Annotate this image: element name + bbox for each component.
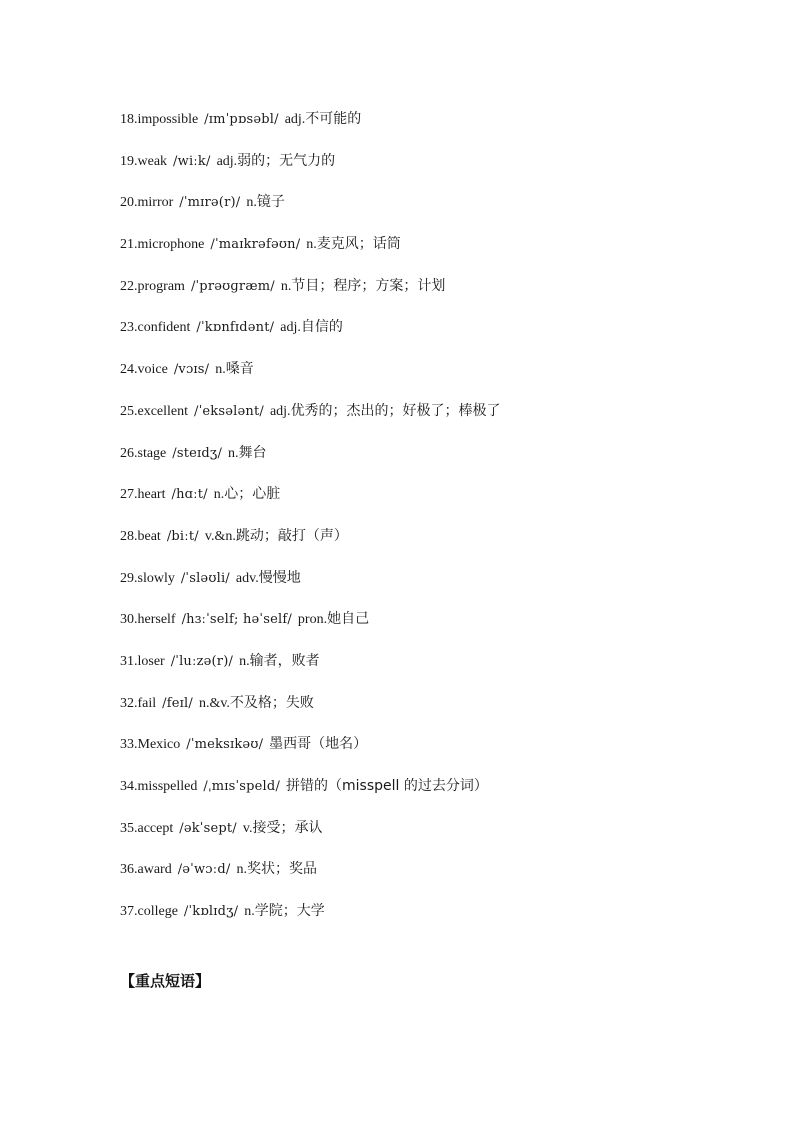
- entry-meaning: 她自己: [327, 611, 370, 628]
- entry-meaning: 麦克风；话筒: [316, 236, 401, 253]
- entry-number: 34.: [120, 779, 138, 794]
- entry-number: 18.: [120, 112, 138, 127]
- entry-word: excellent: [137, 403, 189, 419]
- entry-phonetic: /ˈeksələnt/: [194, 403, 264, 419]
- entry-meaning: 慢慢地: [258, 569, 301, 586]
- entry-phonetic: /feɪl/: [162, 695, 193, 711]
- entry-phonetic: /ˈmaɪkrəfəʊn/: [210, 237, 301, 253]
- entry-word: heart: [137, 487, 166, 503]
- vocab-entry: [120, 649, 760, 691]
- entry-word: herself: [137, 612, 176, 628]
- entry-part-of-speech: n.&v.: [198, 695, 230, 711]
- entry-meaning: 节目；程序；方案；计划: [291, 277, 446, 294]
- entry-number: 37.: [120, 904, 138, 920]
- entry-phonetic: /steɪdʒ/: [172, 445, 223, 461]
- entry-phonetic: /hɑːt/: [171, 487, 208, 503]
- entry-phonetic: /ˈmɪrə(r)/: [179, 195, 241, 211]
- entry-meaning: 自信的: [300, 319, 343, 336]
- entry-meaning: 奖状；奖品: [246, 861, 317, 878]
- entry-phonetic: /ˈluːzə(r)/: [170, 653, 234, 669]
- entry-phonetic: /ˈkɒnfɪdənt/: [196, 320, 275, 336]
- entry-meaning: 弱的；无气力的: [237, 152, 336, 169]
- entry-word: stage: [137, 445, 167, 461]
- entry-meaning: 嗓音: [225, 361, 254, 378]
- entry-part-of-speech: n.: [244, 904, 255, 920]
- entry-word: impossible: [137, 112, 199, 127]
- entry-phonetic: /hɜːˈself; həˈself/: [181, 612, 292, 628]
- vocab-entry: [120, 691, 760, 733]
- entry-phonetic: /ˈmeksɪkəʊ/: [186, 737, 264, 753]
- entry-meaning: 优秀的；杰出的；好极了；棒极了: [290, 402, 501, 419]
- entry-meaning: 心；心脏: [224, 486, 281, 503]
- vocab-entry: [120, 357, 760, 399]
- entry-part-of-speech: adv.: [235, 570, 259, 586]
- entry-number: 36.: [120, 862, 138, 878]
- entry-word: weak: [137, 153, 168, 169]
- entry-number: 23.: [120, 320, 138, 336]
- entry-number: 24.: [120, 362, 138, 378]
- entry-part-of-speech: pron.: [297, 612, 328, 628]
- vocab-entry: [120, 441, 760, 483]
- entry-part-of-speech: n.: [215, 362, 226, 378]
- entry-phonetic: /vɔɪs/: [173, 362, 210, 378]
- entry-word: voice: [137, 362, 168, 378]
- entry-part-of-speech: n.: [213, 487, 225, 503]
- entry-phonetic: /əˈwɔːd/: [177, 862, 231, 878]
- entry-word: beat: [137, 528, 161, 544]
- entry-word: slowly: [137, 570, 175, 586]
- entry-part-of-speech: adj.: [216, 153, 238, 169]
- vocab-entry: [120, 816, 760, 858]
- entry-word: accept: [137, 820, 174, 836]
- entry-word: program: [137, 278, 185, 294]
- entry-word: fail: [137, 695, 157, 711]
- vocab-entry: [120, 149, 760, 191]
- entry-part-of-speech: adj.: [284, 112, 306, 127]
- entry-part-of-speech: v.: [242, 820, 253, 836]
- entry-word: award: [137, 862, 172, 878]
- entry-number: 35.: [120, 820, 138, 836]
- entry-meaning: 墨西哥（地名）: [269, 736, 368, 753]
- entry-part-of-speech: n.: [280, 278, 292, 294]
- entry-meaning: 不可能的: [305, 111, 362, 127]
- vocabulary-list: [120, 107, 760, 941]
- entry-part-of-speech: n.: [306, 237, 317, 253]
- vocab-entry: [120, 899, 760, 941]
- entry-number: 33.: [120, 737, 138, 753]
- entry-meaning: 接受；承认: [252, 819, 323, 836]
- vocab-entry: [120, 732, 760, 774]
- entry-number: 26.: [120, 445, 138, 461]
- entry-phonetic: /ˈkɒlɪdʒ/: [183, 904, 239, 920]
- entry-part-of-speech: n.: [246, 195, 257, 211]
- entry-meaning: 跳动；敲打（声）: [235, 527, 348, 544]
- entry-phonetic: /ˌmɪsˈspeld/: [203, 779, 281, 794]
- vocab-entry: [120, 232, 760, 274]
- entry-number: 32.: [120, 695, 138, 711]
- entry-phonetic: /wiːk/: [173, 153, 211, 169]
- entry-number: 29.: [120, 570, 138, 586]
- entry-number: 30.: [120, 612, 138, 628]
- entry-phonetic: /ɪmˈpɒsəbl/: [204, 112, 279, 127]
- entry-number: 20.: [120, 195, 138, 211]
- vocab-entry: [120, 607, 760, 649]
- entry-meaning: 镜子: [256, 194, 285, 211]
- vocab-entry: [120, 315, 760, 357]
- entry-part-of-speech: n.: [236, 862, 247, 878]
- entry-phonetic: /ˈprəʊɡræm/: [190, 278, 275, 294]
- entry-phonetic: /biːt/: [166, 528, 199, 544]
- entry-phonetic: /ˈsləʊli/: [180, 570, 230, 586]
- entry-meaning: 舞台: [238, 444, 267, 461]
- vocab-entry: [120, 274, 760, 316]
- entry-part-of-speech: v.&n.: [204, 528, 236, 544]
- entry-number: 19.: [120, 153, 138, 169]
- entry-word: confident: [137, 320, 191, 336]
- entry-part-of-speech: n.: [239, 653, 250, 669]
- vocab-entry: [120, 399, 760, 441]
- vocab-entry: [120, 774, 760, 816]
- entry-word: mirror: [137, 195, 174, 211]
- entry-word: Mexico: [137, 737, 181, 753]
- vocab-entry: [120, 857, 760, 899]
- entry-part-of-speech: adj.: [269, 403, 291, 419]
- vocab-entry: [120, 190, 760, 232]
- section-heading-key-phrases: 【重点短语】: [120, 972, 211, 990]
- entry-word: microphone: [137, 237, 205, 253]
- entry-phonetic: /əkˈsept/: [179, 820, 237, 836]
- vocab-entry: [120, 482, 760, 524]
- entry-meaning: 不及格；失败: [229, 694, 314, 711]
- entry-number: 21.: [120, 237, 138, 253]
- entry-word: college: [137, 904, 178, 920]
- entry-word: misspelled: [137, 779, 198, 794]
- vocab-entry: [120, 566, 760, 608]
- entry-number: 22.: [120, 278, 138, 294]
- entry-part-of-speech: n.: [228, 445, 239, 461]
- entry-meaning: 输者，败者: [249, 652, 320, 669]
- entry-number: 31.: [120, 653, 138, 669]
- entry-number: 25.: [120, 403, 138, 419]
- entry-number: 27.: [120, 487, 138, 503]
- entry-meaning: 拼错的（misspell 的过去分词）: [286, 778, 488, 794]
- entry-word: loser: [137, 653, 165, 669]
- entry-part-of-speech: adj.: [280, 320, 301, 336]
- entry-number: 28.: [120, 528, 138, 544]
- vocab-entry: [120, 524, 760, 566]
- vocab-entry: [120, 107, 760, 149]
- entry-meaning: 学院；大学: [254, 903, 325, 920]
